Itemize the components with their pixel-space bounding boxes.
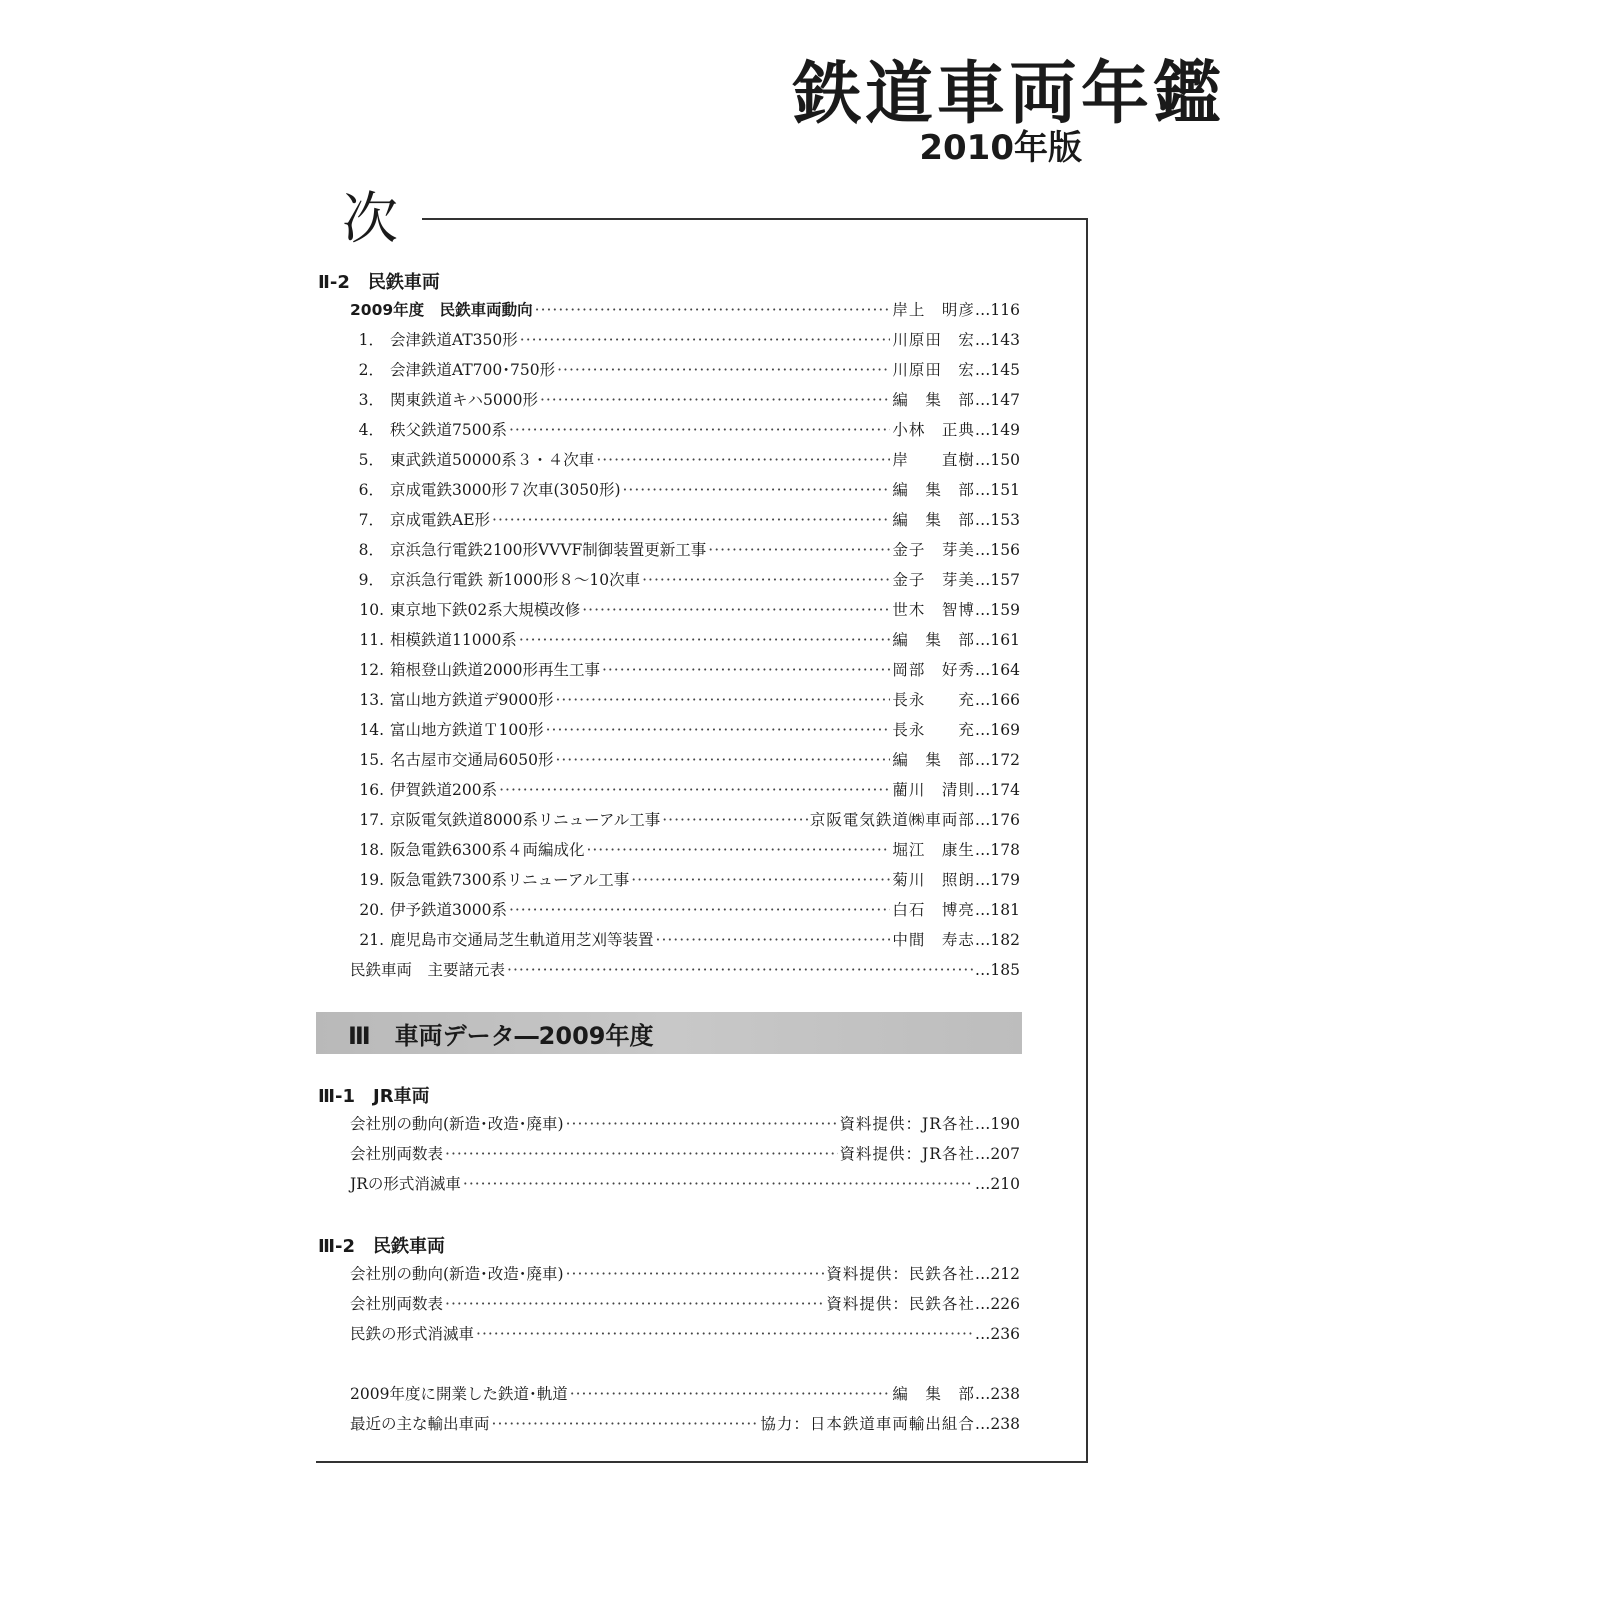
toc-entry-page: … 172: [975, 751, 1020, 769]
toc-row[interactable]: [350, 418, 1020, 442]
toc-entry-page: … 116: [975, 301, 1020, 319]
leader-dots: [582, 601, 890, 619]
leader-dots: [492, 1415, 759, 1433]
toc-entry-page: … 238: [975, 1385, 1020, 1403]
toc-row[interactable]: [350, 538, 1020, 562]
toc-row-specs[interactable]: [350, 958, 1020, 982]
toc-entry-number: 20.: [359, 901, 384, 919]
toc-row[interactable]: [350, 1112, 1020, 1136]
leader-dots: [509, 901, 890, 919]
leader-dots: [540, 391, 890, 409]
toc-row[interactable]: [350, 688, 1020, 712]
toc-entry-author: 編 集 部: [892, 481, 975, 499]
toc-row[interactable]: [350, 1142, 1020, 1166]
toc-entry-number: 7．: [358, 511, 384, 529]
toc-entry-page: … 145: [975, 361, 1020, 379]
toc-entry-page: … 150: [975, 451, 1020, 469]
toc-entry-author: 岸 直樹: [892, 451, 975, 469]
toc-entry-title: 2009年度 民鉄車両動向: [350, 301, 533, 319]
leader-dots: [586, 841, 890, 859]
toc-entry-page: … 182: [975, 931, 1020, 949]
toc-entry-title: 東武鉄道50000系３・４次車: [390, 451, 595, 469]
leader-dots: [570, 1385, 891, 1403]
toc-entry-page: … 157: [975, 571, 1020, 589]
toc-entry-page: … 151: [975, 481, 1020, 499]
toc-entry-title: 東京地下鉄02系大規模改修: [390, 601, 581, 619]
toc-row[interactable]: [350, 838, 1020, 862]
toc-row[interactable]: [350, 808, 1020, 832]
toc-entry-page: … 174: [975, 781, 1020, 799]
leader-dots: [642, 571, 890, 589]
toc-entry-author: 中間 寿志: [892, 931, 975, 949]
leader-dots: [519, 631, 891, 649]
leader-dots: [566, 1265, 825, 1283]
toc-entry-page: … 207: [975, 1145, 1020, 1163]
leader-dots: [507, 961, 973, 979]
toc-row[interactable]: [350, 328, 1020, 352]
toc-entry-author: 編 集 部: [892, 391, 975, 409]
toc-entry-title: 伊賀鉄道200系: [390, 781, 498, 799]
leader-dots: [708, 541, 890, 559]
toc-entry-page: … 149: [975, 421, 1020, 439]
toc-entry-author: 協力：日本鉄道車両輸出組合: [760, 1415, 975, 1433]
toc-entry-page: … 181: [975, 901, 1020, 919]
leader-dots: [555, 691, 890, 709]
toc-row[interactable]: [350, 898, 1020, 922]
book-title: 鉄道車両年鑑: [792, 54, 1225, 134]
toc-entry-number: 5．: [358, 451, 384, 469]
toc-entry-page: … 226: [975, 1295, 1020, 1313]
toc-entry-title: 会津鉄道AT350形: [390, 331, 518, 349]
toc-entry-title: 会社別の動向(新造･改造･廃車): [350, 1265, 564, 1283]
toc-entry-author: 長永 充: [892, 721, 975, 739]
toc-entry-page: … 169: [975, 721, 1020, 739]
toc-entry-title: 会社別両数表: [350, 1145, 444, 1163]
toc-entry-page: … 164: [975, 661, 1020, 679]
leader-dots: [499, 781, 890, 799]
toc-entry-author: 堀江 康生: [892, 841, 975, 859]
toc-entry-page: … 238: [975, 1415, 1020, 1433]
toc-entry-number: 2．: [358, 361, 384, 379]
toc-entry-author: 長永 充: [892, 691, 975, 709]
toc-entry-author: 京阪電気鉄道㈱車両部: [809, 811, 975, 829]
leader-dots: [631, 871, 890, 889]
leader-dots: [656, 931, 891, 949]
toc-entry-author: 川原田 宏: [892, 361, 975, 379]
toc-entry-author: 菊川 照朗: [892, 871, 975, 889]
toc-entry-number: 18.: [359, 841, 384, 859]
toc-frame-top-rule: [422, 218, 1088, 220]
toc-row[interactable]: [350, 508, 1020, 532]
toc-entry-author: 岡部 好秀: [892, 661, 975, 679]
toc-entry-page: … 236: [975, 1325, 1020, 1343]
toc-entry-author: 小林 正典: [892, 421, 975, 439]
toc-entry-author: 金子 芽美: [892, 541, 975, 559]
toc-entry-title: 箱根登山鉄道2000形再生工事: [390, 661, 600, 679]
toc-entry-author: 世木 智博: [892, 601, 975, 619]
toc-entry-author: 資料提供：JR各社: [839, 1145, 975, 1163]
toc-entry-title: 阪急電鉄7300系リニューアル工事: [390, 871, 630, 889]
toc-entry-number: 21.: [359, 931, 384, 949]
toc-row[interactable]: [350, 598, 1020, 622]
toc-row[interactable]: [350, 1322, 1020, 1346]
leader-dots: [602, 661, 890, 679]
toc-entry-title: 2009年度に開業した鉄道･軌道: [350, 1385, 568, 1403]
toc-entry-number: 10.: [359, 601, 384, 619]
toc-row[interactable]: [350, 1382, 1020, 1406]
toc-entry-title: 京浜急行電鉄 新1000形８～10次車: [390, 571, 641, 589]
toc-entry-number: 12.: [359, 661, 384, 679]
toc-entry-title: JRの形式消滅車: [350, 1175, 461, 1193]
leader-dots: [623, 481, 891, 499]
toc-entry-number: 17.: [359, 811, 384, 829]
leader-dots: [566, 1115, 838, 1133]
leader-dots: [520, 331, 891, 349]
leader-dots: [476, 1325, 973, 1343]
toc-entry-author: 編 集 部: [892, 511, 975, 529]
leader-dots: [546, 721, 891, 739]
toc-entry-page: … 190: [975, 1115, 1020, 1133]
toc-entry-title: 相模鉄道11000系: [390, 631, 517, 649]
toc-entry-number: 3．: [358, 391, 384, 409]
section-title-iii1: Ⅲ-1 JR車両: [318, 1086, 430, 1107]
toc-entry-title: 民鉄車両 主要諸元表: [350, 961, 506, 979]
toc-entry-number: 19.: [359, 871, 384, 889]
toc-entry-page: … 147: [975, 391, 1020, 409]
toc-entry-page: … 185: [975, 961, 1020, 979]
toc-entry-author: 資料提供：JR各社: [839, 1115, 975, 1133]
toc-entry-title: 会津鉄道AT700･750形: [390, 361, 556, 379]
toc-entry-number: 4．: [358, 421, 384, 439]
toc-entry-page: … 210: [975, 1175, 1020, 1193]
toc-entry-author: 岸上 明彦: [892, 301, 975, 319]
toc-entry-page: … 166: [975, 691, 1020, 709]
toc-entry-title: 伊予鉄道3000系: [390, 901, 507, 919]
toc-entry-title: 富山地方鉄道デ9000形: [390, 691, 554, 709]
toc-entry-number: 6．: [358, 481, 384, 499]
toc-entry-page: … 159: [975, 601, 1020, 619]
section-title-ii2: Ⅱ-2 民鉄車両: [318, 272, 440, 293]
toc-row[interactable]: [350, 358, 1020, 382]
toc-entry-author: 藺川 清則: [892, 781, 975, 799]
toc-row[interactable]: [350, 928, 1020, 952]
toc-entry-number: 13.: [359, 691, 384, 709]
toc-entry-title: 民鉄の形式消滅車: [350, 1325, 475, 1343]
toc-entry-title: 富山地方鉄道Ｔ100形: [390, 721, 544, 739]
toc-row[interactable]: [350, 1172, 1020, 1196]
toc-entry-title: 京成電鉄3000形７次車(3050形): [390, 481, 621, 499]
toc-entry-page: … 143: [975, 331, 1020, 349]
toc-entry-title: 阪急電鉄6300系４両編成化: [390, 841, 585, 859]
leader-dots: [492, 511, 890, 529]
toc-row[interactable]: [350, 778, 1020, 802]
toc-row[interactable]: [350, 1292, 1020, 1316]
toc-entry-page: … 179: [975, 871, 1020, 889]
toc-entry-title: 関東鉄道キハ5000形: [390, 391, 538, 409]
toc-entry-page: … 212: [975, 1265, 1020, 1283]
toc-row[interactable]: [350, 1412, 1020, 1436]
leader-dots: [555, 751, 890, 769]
toc-row[interactable]: [350, 628, 1020, 652]
leader-dots: [596, 451, 890, 469]
toc-entry-number: 1．: [358, 331, 384, 349]
toc-entry-page: … 178: [975, 841, 1020, 859]
toc-entry-number: 9．: [358, 571, 384, 589]
toc-entry-title: 京成電鉄AE形: [390, 511, 491, 529]
toc-row[interactable]: [350, 658, 1020, 682]
leader-dots: [445, 1145, 838, 1163]
leader-dots: [463, 1175, 973, 1193]
toc-entry-number: 15.: [359, 751, 384, 769]
toc-heading: 次: [342, 187, 398, 252]
toc-row[interactable]: [350, 1262, 1020, 1286]
toc-entry-title: 京阪電気鉄道8000系リニューアル工事: [390, 811, 661, 829]
toc-entry-author: 資料提供：民鉄各社: [826, 1295, 975, 1313]
toc-entry-number: 14.: [359, 721, 384, 739]
toc-entry-page: … 176: [975, 811, 1020, 829]
edition-label: 2010年版: [919, 128, 1082, 168]
toc-entry-title: 京浜急行電鉄2100形VVVF制御装置更新工事: [390, 541, 707, 559]
section-title-iii2: Ⅲ-2 民鉄車両: [318, 1236, 446, 1257]
toc-entry-author: 編 集 部: [892, 751, 975, 769]
toc-row[interactable]: [350, 568, 1020, 592]
toc-entry-title: 秩父鉄道7500系: [390, 421, 507, 439]
toc-entry-title: 会社別の動向(新造･改造･廃車): [350, 1115, 564, 1133]
toc-entry-page: … 156: [975, 541, 1020, 559]
leader-dots: [445, 1295, 824, 1313]
leader-dots: [535, 301, 891, 319]
leader-dots: [557, 361, 890, 379]
toc-entry-number: 8．: [358, 541, 384, 559]
toc-entry-title: 鹿児島市交通局芝生軌道用芝刈等装置: [390, 931, 654, 949]
toc-entry-author: 資料提供：民鉄各社: [826, 1265, 975, 1283]
toc-row[interactable]: [350, 718, 1020, 742]
leader-dots: [662, 811, 808, 829]
toc-row[interactable]: [350, 448, 1020, 472]
leader-dots: [509, 421, 890, 439]
toc-entry-author: 編 集 部: [892, 631, 975, 649]
toc-row[interactable]: [350, 748, 1020, 772]
toc-entry-title: 名古屋市交通局6050形: [390, 751, 554, 769]
toc-row[interactable]: [350, 868, 1020, 892]
toc-entry-number: 16.: [359, 781, 384, 799]
toc-entry-author: 金子 芽美: [892, 571, 975, 589]
toc-row-intro[interactable]: [350, 298, 1020, 322]
toc-entry-title: 会社別両数表: [350, 1295, 444, 1313]
toc-row[interactable]: [350, 388, 1020, 412]
toc-entry-author: 編 集 部: [892, 1385, 975, 1403]
toc-row[interactable]: [350, 478, 1020, 502]
toc-entry-author: 白石 博亮: [892, 901, 975, 919]
toc-entry-page: … 161: [975, 631, 1020, 649]
toc-entry-page: … 153: [975, 511, 1020, 529]
toc-entry-number: 11.: [359, 631, 384, 649]
toc-entry-title: 最近の主な輸出車両: [350, 1415, 490, 1433]
toc-entry-author: 川原田 宏: [892, 331, 975, 349]
section-title-iii: Ⅲ 車両データ―2009年度: [348, 1022, 654, 1050]
